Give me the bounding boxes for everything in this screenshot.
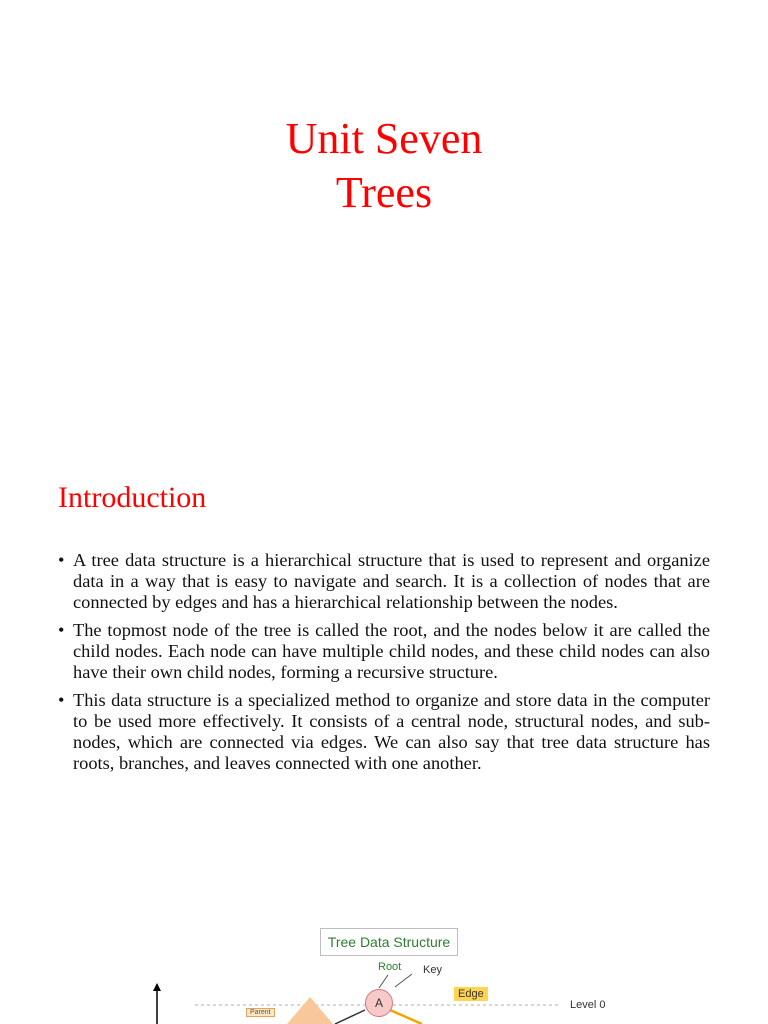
subtree-triangle [287, 997, 333, 1024]
slide-title-line-1: Unit Seven [285, 114, 483, 163]
left-edge [335, 1010, 365, 1024]
bullet-item [58, 690, 710, 774]
root-node: A [365, 989, 393, 1017]
tree-diagram-figure [150, 925, 620, 1024]
parent-label: Parent [246, 1008, 275, 1017]
key-pointer-line [395, 974, 412, 987]
figure-title: Tree Data Structure [320, 928, 458, 956]
bullet-marker: • [58, 620, 65, 640]
slide-title-line-2: Trees [335, 168, 433, 217]
bullet-marker: • [58, 690, 65, 710]
level-axis-arrowhead [153, 983, 161, 991]
bullet-item [58, 550, 710, 613]
bullet-item [58, 620, 710, 683]
key-label: Key [423, 964, 442, 976]
edge-label: Edge [454, 987, 488, 1001]
slide-title [0, 112, 768, 220]
bullet-list [58, 550, 710, 781]
right-edge-highlighted [390, 1010, 422, 1024]
bullet-marker: • [58, 550, 65, 570]
section-heading: Introduction [58, 481, 207, 514]
bullet-text: This data structure is a specialized method to organize and store data in the computer to be used more effectively. It consists of a central node, structural nodes, and sub-nodes, which are connected via edges. We can also say that tree data structure has roots, branches, and leaves connected with one another. [73, 690, 710, 773]
level-label: Level 0 [570, 999, 606, 1011]
root-label: Root [378, 961, 402, 973]
bullet-text: The topmost node of the tree is called the root, and the nodes below it are called the child nodes. Each node can have multiple child nodes, and these child nodes can also have their own child nodes, forming a recursive structure. [73, 620, 710, 682]
root-pointer-line [379, 975, 388, 988]
bullet-text: A tree data structure is a hierarchical structure that is used to represent and organize data in a way that is easy to navigate and search. It is a collection of nodes that are connected by edges and has a hierarchical relationship between the nodes. [73, 550, 710, 612]
